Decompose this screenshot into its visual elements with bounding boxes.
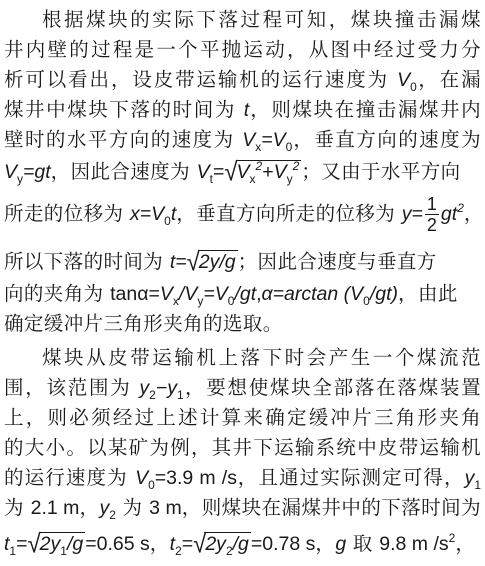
text-line-10: 确定缓冲片三角形夹角的选取。: [4, 312, 283, 335]
text-line-11: 煤块从皮带运输机上落下时会产生一个煤流范: [42, 346, 481, 369]
math-y2: $y_2$: [99, 497, 116, 522]
math-sqrt-2y-over-g: √2y/g: [186, 247, 236, 278]
math-y1: $y_1$: [464, 467, 482, 492]
text-line-1: 根据煤块的实际下落过程可知，煤块撞击漏煤: [42, 8, 481, 31]
text-line-16: 为 2.1 m，$y_2$ 为 3 m，则煤块在漏煤井中的下落时间为: [4, 496, 481, 522]
text-line-13: 上，则必须经过上述计算来确定缓冲片三角形夹角: [4, 406, 481, 429]
math-sqrt-vx2-vy2: $√V_x^2+V_y^2$: [224, 157, 300, 188]
text-line-6: $V_y=gt$，因此合速度为 $V_t=√V_x^2+V_y^2$ ；又由于水平方向: [4, 157, 461, 188]
math-y-eq: y=: [401, 203, 423, 225]
math-t-eq: t=: [169, 251, 187, 273]
text-line-7: 所走的位移为 $x=V_0t$，垂直方向所走的位移为 y= $\frac{1}{2}$ $gt^2$，: [4, 194, 484, 235]
text-line-3: 析可以看出，设皮带运输机的运行速度为 $V_0$，在漏: [4, 68, 481, 94]
math-g-value: 9.8 m $/s^2$: [379, 531, 456, 555]
math-vt: $V_t$: [196, 161, 213, 186]
math-y2-minus-y1: $y_2-y_1$: [139, 377, 184, 402]
text-line-4: 煤井中煤块下落的时间为 t，则煤块在撞击漏煤井内: [4, 98, 482, 121]
math-t1-value: =0.65 s: [85, 533, 150, 555]
math-g: g: [335, 533, 347, 555]
math-y2-value: 3 m: [149, 497, 182, 519]
text-line-15: 的运行速度为 $V_0=3.9$ m /s，且通过实际测定可得，$y_1$: [4, 466, 482, 492]
text-line-5: 壁时的水平方向的速度为 $V_x=V_0$，垂直方向的速度为: [4, 128, 481, 154]
math-t2: $t_2$: [169, 533, 182, 558]
text-line-8: 所以下落的时间为 t=√2y/g ；因此合速度与垂直方: [4, 247, 437, 278]
math-vx-eq-v0: $V_x=V_0$: [242, 129, 293, 154]
text-line-2: 井内壁的过程是一个平抛运动，从图中经过受力分: [4, 38, 481, 61]
math-v0-value: $V_0$: [135, 467, 155, 492]
text-line-17: $t_1=√2y_1/g =0.65$ s，$t_2=√2y_2/g =0.78$ s，g 取 9.8 m $/s^2$，: [4, 529, 476, 560]
math-fraction-one-half: $\frac{1}{2}$: [426, 194, 437, 235]
math-vy-eq-gt: $V_y=gt$: [4, 161, 51, 186]
text-line-12: 围，该范围为 $y_2-y_1$，要想使煤块全部落在落煤装置: [4, 376, 481, 402]
math-t: t: [243, 99, 250, 121]
math-t1: $t_1$: [4, 533, 17, 558]
text-line-9: 向的夹角为 $\tan\alpha=V_x/V_y=V_0/gt,\alpha=\arctan$ $(V_0/gt)$，由此: [4, 282, 458, 308]
math-gt2: $gt^2$: [440, 201, 464, 225]
math-sqrt-2y2-over-g: $√2y_2/g$: [193, 529, 249, 560]
text-line-14: 的大小。以某矿为例，其井下运输系统中皮带运输机: [4, 436, 481, 459]
math-t2-value: =0.78 s: [250, 533, 316, 555]
math-v0: $V_0$: [397, 69, 417, 94]
math-tan-alpha: $\tan\alpha=V_x/V_y=V_0/gt,\alpha=\arctan$ $(V_0/gt)$: [110, 283, 399, 308]
math-sqrt-2y1-over-g: $√2y_1/g$: [27, 529, 84, 560]
math-x-eq-v0t: $x=V_0t$: [130, 203, 177, 228]
math-y1-value: 2.1 m: [30, 497, 80, 519]
